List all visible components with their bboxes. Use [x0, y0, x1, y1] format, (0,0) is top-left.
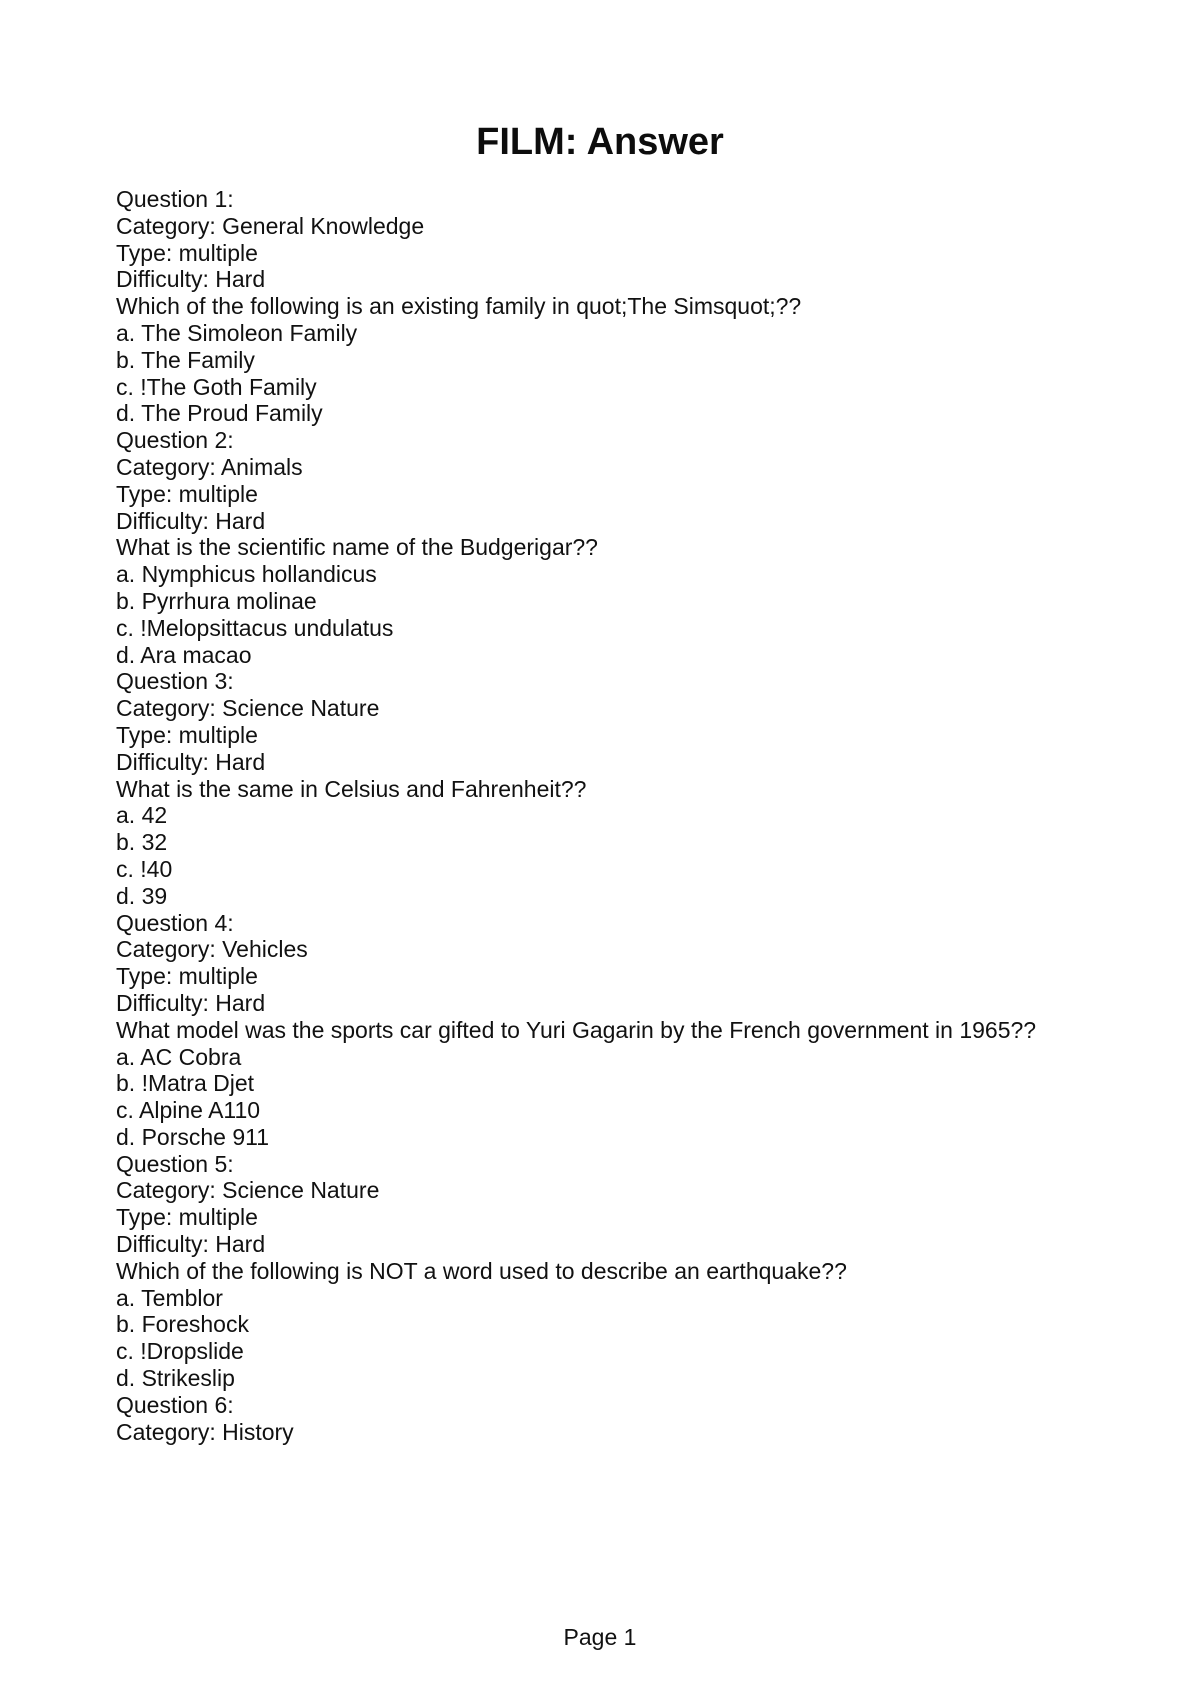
question-text: Which of the following is an existing family in quot;The Simsquot;??: [116, 293, 802, 320]
answer-option: b. Pyrrhura molinae: [116, 587, 317, 614]
answer-option: c. !40: [116, 855, 173, 882]
question-heading: Question 6:: [116, 1391, 234, 1418]
question-type: Type: multiple: [116, 480, 258, 507]
answer-option: a. AC Cobra: [116, 1043, 242, 1070]
question-category: Category: General Knowledge: [116, 212, 425, 239]
question-heading: Question 2:: [116, 427, 234, 454]
answer-option: c. !Dropslide: [116, 1338, 244, 1365]
question-heading: Question 4:: [116, 909, 234, 936]
question-category: Category: Science Nature: [116, 695, 380, 722]
answer-option: b. 32: [116, 829, 168, 856]
question-category: Category: Animals: [116, 453, 303, 480]
question-block: [116, 1151, 1156, 1392]
question-type: Type: multiple: [116, 1204, 258, 1231]
question-difficulty: Difficulty: Hard: [116, 748, 266, 775]
question-category: Category: Science Nature: [116, 1177, 380, 1204]
question-difficulty: Difficulty: Hard: [116, 507, 266, 534]
question-type: Type: multiple: [116, 239, 258, 266]
answer-option: a. Temblor: [116, 1284, 223, 1311]
question-type: Type: multiple: [116, 963, 258, 990]
question-block: [116, 910, 1156, 1151]
question-text: What model was the sports car gifted to Yuri Gagarin by the French government in 1965??: [116, 1016, 1037, 1043]
question-type: Type: multiple: [116, 721, 258, 748]
question-heading: Question 1:: [116, 186, 234, 212]
question-difficulty: Difficulty: Hard: [116, 1231, 266, 1258]
answer-option: d. Ara macao: [116, 641, 252, 668]
answer-option: b. !Matra Djet: [116, 1070, 255, 1097]
question-block: [116, 1392, 1156, 1446]
question-difficulty: Difficulty: Hard: [116, 266, 266, 293]
answer-option: b. Foreshock: [116, 1311, 249, 1338]
answer-option: b. The Family: [116, 346, 255, 373]
answer-option: d. Strikeslip: [116, 1365, 235, 1392]
answer-option: d. 39: [116, 882, 168, 909]
answer-option: d. The Proud Family: [116, 400, 323, 427]
question-difficulty: Difficulty: Hard: [116, 989, 266, 1016]
question-category: Category: History: [116, 1418, 294, 1445]
answer-option: c. !Melopsittacus undulatus: [116, 614, 394, 641]
question-list: [116, 186, 1156, 1445]
question-block: [116, 427, 1156, 668]
answer-option: a. Nymphicus hollandicus: [116, 561, 377, 588]
answer-option: c. Alpine A110: [116, 1097, 261, 1124]
page-number: Page 1: [563, 1624, 637, 1650]
answer-option: d. Porsche 911: [116, 1123, 270, 1150]
page-title: FILM: Answer: [476, 121, 724, 163]
answer-option: c. !The Goth Family: [116, 373, 317, 400]
question-heading: Question 3:: [116, 668, 234, 695]
question-category: Category: Vehicles: [116, 936, 308, 963]
answer-option: a. The Simoleon Family: [116, 319, 358, 346]
answer-option: a. 42: [116, 802, 168, 829]
question-text: Which of the following is NOT a word used to describe an earthquake??: [116, 1257, 847, 1284]
question-block: [116, 186, 1156, 427]
question-block: [116, 668, 1156, 909]
question-text: What is the same in Celsius and Fahrenheit??: [116, 775, 587, 802]
question-text: What is the scientific name of the Budgerigar??: [116, 534, 598, 561]
question-heading: Question 5:: [116, 1150, 234, 1177]
